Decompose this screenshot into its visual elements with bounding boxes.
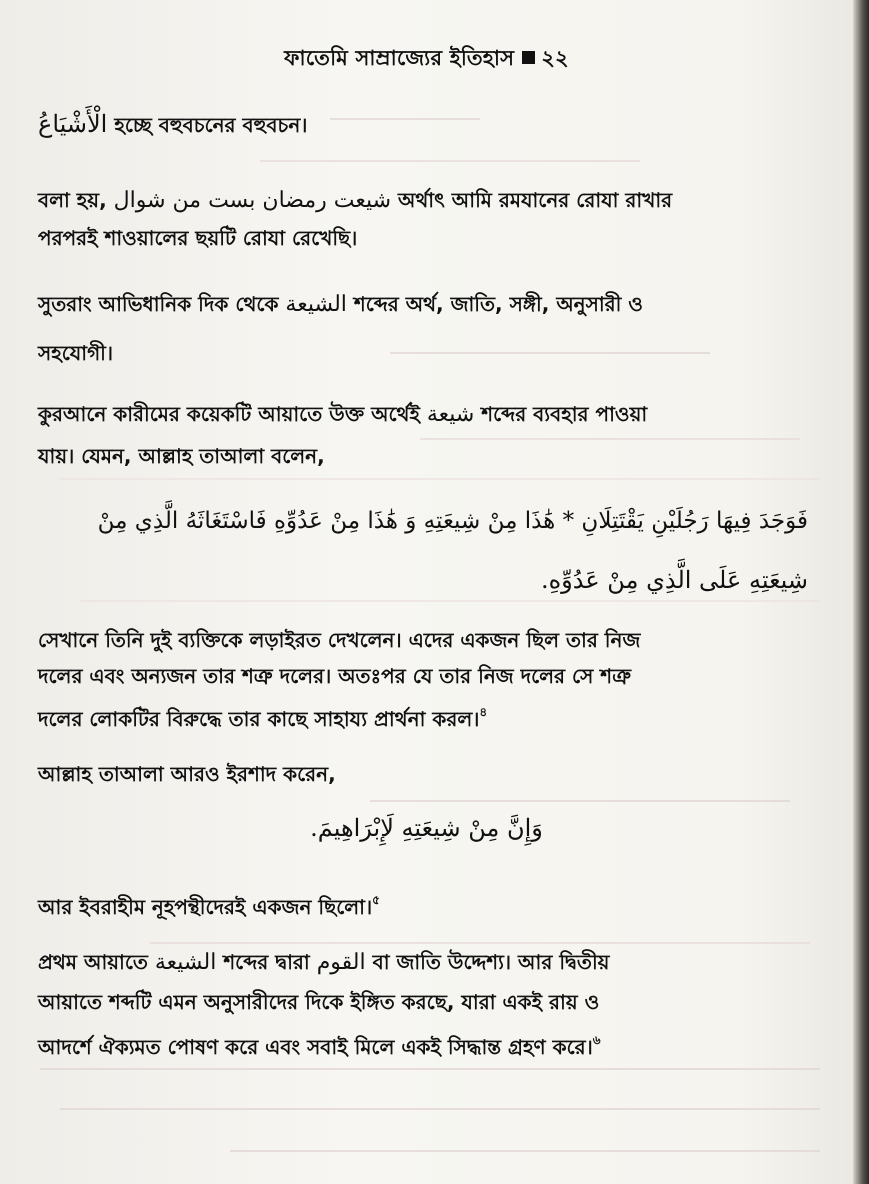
- paragraph-7: [38, 880, 808, 927]
- paragraph-2-line-1: [38, 180, 808, 221]
- paragraph-text: হচ্ছে বহুবচনের বহুবচন।: [114, 113, 308, 137]
- paragraph-4-line-2: যায়। যেমন, আল্লাহ তাআলা বলেন,: [38, 444, 325, 468]
- paragraph-8-line-1: [38, 942, 808, 983]
- text-segment: সুতরাং আভিধানিক দিক থেকে: [38, 292, 279, 316]
- paragraph-8-line-2: আয়াতে শব্দটি এমন অনুসারীদের দিকে ইঙ্গিত করছে, যারা একই রায় ও: [38, 990, 600, 1014]
- paragraph-2-line-2: পরপরই শাওয়ালের ছয়টি রোযা রেখেছি।: [38, 226, 358, 250]
- paragraph-5-line-2: দলের এবং অন্যজন তার শত্রু দলের। অতঃপর যে তার নিজ দলের সে শত্রু: [38, 664, 632, 688]
- paragraph-4-line-1: [38, 394, 808, 435]
- bleed-through-mark: [260, 160, 640, 176]
- text-segment: আদর্শে ঐক্যমত পোষণ করে এবং সবাই মিলে একই সিদ্ধান্ত গ্রহণ করে।: [38, 1035, 593, 1059]
- quran-verse-1-line-1: فَوَجَدَ فِيهَا رَجُلَيْنِ يَقْتَتِلَانِ * هَٰذَا مِنْ شِيعَتِهِ وَ هَٰذَا مِنْ عَدُوِّهِ فَاسْتَغَاثَهُ الَّذِي مِنْ: [97, 508, 808, 534]
- text-segment: শব্দের দ্বারা: [223, 950, 310, 974]
- text-segment: দলের লোকটির বিরুদ্ধে তার কাছে সাহায্য প্রার্থনা করল।: [38, 707, 480, 731]
- paragraph-5-line-1: সেখানে তিনি দুই ব্যক্তিকে লড়াইরত দেখলেন। এদের একজন ছিল তার নিজ: [38, 628, 641, 652]
- page-number: ২২: [541, 46, 569, 70]
- footnote-marker: ৪: [479, 705, 488, 719]
- text-segment: কুরআনে কারীমের কয়েকটি আয়াতে উক্ত অর্থেই: [38, 402, 420, 426]
- arabic-term: الشيعة: [285, 292, 347, 317]
- arabic-phrase: شيعت رمضان بست من شوال: [113, 188, 392, 213]
- text-segment: বলা হয়,: [38, 188, 107, 212]
- arabic-term: الْأَشْيَاعُ: [38, 110, 108, 138]
- book-title: ফাতেমি সাম্রাজ্যের ইতিহাস: [284, 46, 515, 70]
- bleed-through-mark: [60, 1108, 820, 1124]
- paragraph-3-line-1: [38, 284, 808, 325]
- text-segment: বা জাতি উদ্দেশ্য। আর দ্বিতীয়: [372, 950, 610, 974]
- bleed-through-mark: [40, 1068, 820, 1084]
- paragraph-6: আল্লাহ তাআলা আরও ইরশাদ করেন,: [38, 762, 336, 786]
- arabic-term: القوم: [316, 950, 366, 975]
- square-bullet-icon: [522, 51, 535, 64]
- paragraph-3-line-2: সহযোগী।: [38, 341, 114, 365]
- running-header: [0, 42, 853, 77]
- page-edge-shadow: [853, 0, 869, 1184]
- text-segment: প্রথম আয়াতে: [38, 950, 148, 974]
- paragraph-1: [38, 104, 808, 145]
- text-segment: শব্দের অর্থ, জাতি, সঙ্গী, অনুসারী ও: [353, 292, 644, 316]
- footnote-marker: ৫: [372, 893, 380, 907]
- text-segment: আর ইবরাহীম নূহপন্থীদেরই একজন ছিলো।: [38, 895, 373, 919]
- text-segment: শব্দের ব্যবহার পাওয়া: [481, 402, 648, 426]
- paragraph-5-line-3: [38, 692, 808, 739]
- arabic-term: شيعة: [426, 402, 475, 427]
- paragraph-8-line-3: [38, 1020, 808, 1067]
- bleed-through-mark: [230, 1150, 820, 1166]
- quran-verse-1-line-2: شِيعَتِهِ عَلَى الَّذِي مِنْ عَدُوِّهِ.: [540, 566, 808, 594]
- bleed-through-mark: [60, 478, 820, 494]
- arabic-term: الشيعة: [154, 950, 217, 975]
- bleed-through-mark: [80, 600, 820, 616]
- text-segment: অর্থাৎ আমি রমযানের রোযা রাখার: [398, 188, 673, 212]
- quran-verse-2: وَإِنَّ مِنْ شِيعَتِهِ لَإِبْرَاهِيمَ.: [310, 814, 543, 842]
- footnote-marker: ৬: [592, 1033, 601, 1047]
